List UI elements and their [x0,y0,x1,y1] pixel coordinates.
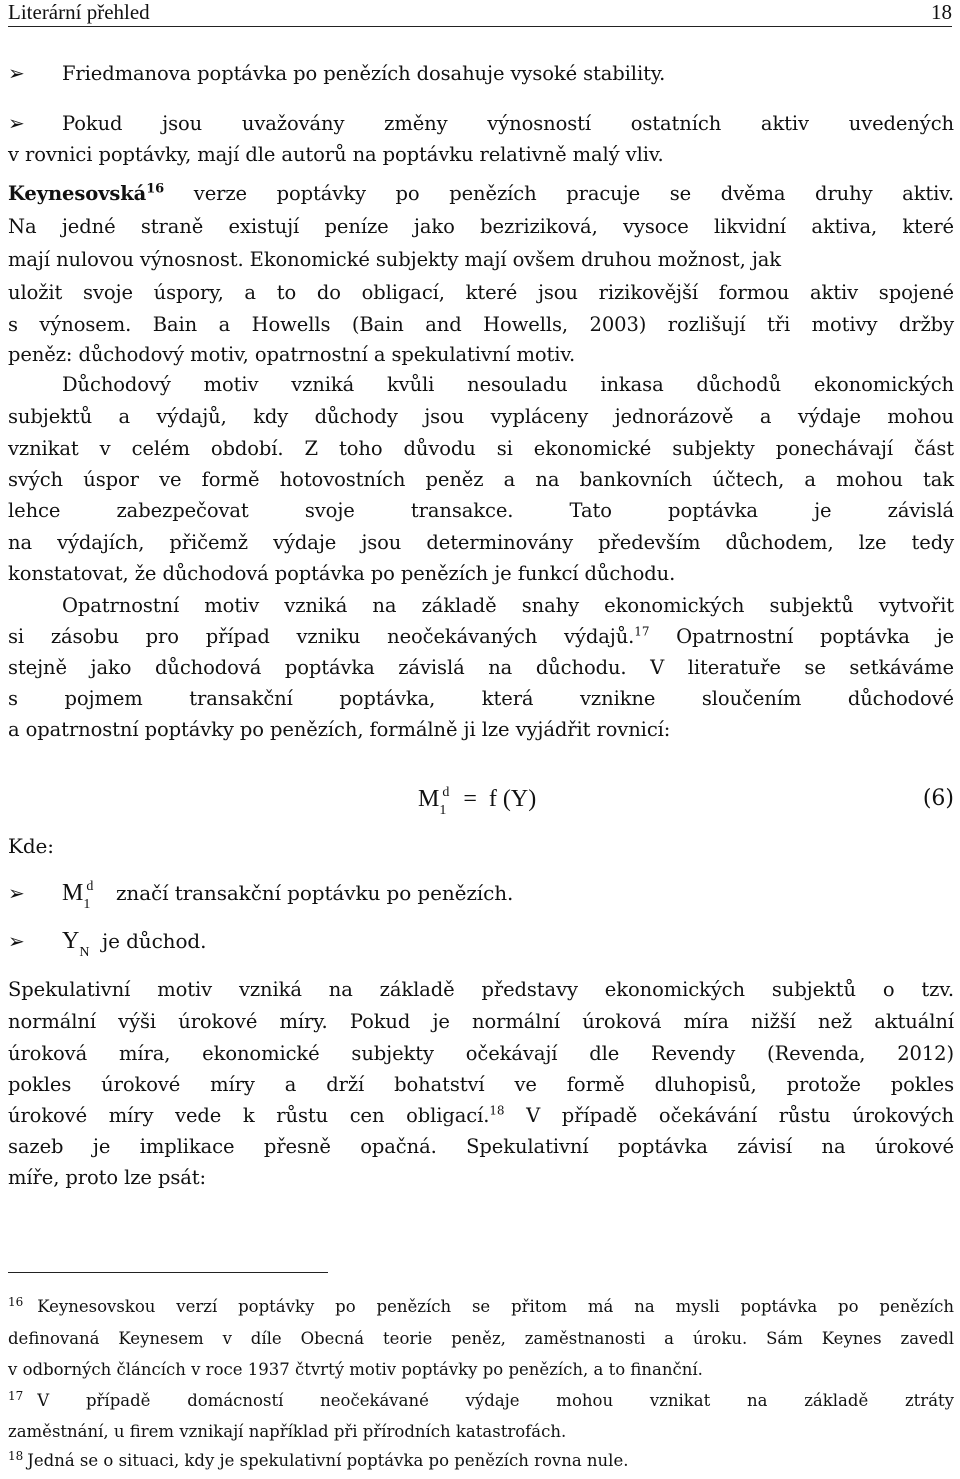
paragraph-line: Spekulativní motiv vzniká na základě představy ekonomických subjektů o tzv. [8,978,954,1001]
paragraph-line: uložit svoje úspory, a to do obligací, které jsou rizikovější formou aktiv spojené [8,281,954,304]
footnote-number: 18 [8,1448,24,1463]
definition-symbol: $M_1^d$ [62,879,94,912]
paragraph-line: konstatovat, že důchodová poptávka po penězích je funkcí důchodu. [8,562,676,585]
footnote-line: v odborných článcích v roce 1937 čtvrtý motiv poptávky po penězích, a to finanční. [8,1360,703,1379]
where-label: Kde: [8,834,54,858]
paragraph-text: V případě očekávání růstu úrokových [504,1104,955,1127]
footnote-number: 16 [8,1294,24,1309]
paragraph-text: si zásobu pro případ vzniku neočekávaných výdajů. [8,625,635,648]
definition-text: značí transakční poptávku po penězích. [116,881,514,905]
equation-equals: = [463,786,477,812]
paragraph-line: a opatrnostní poptávky po penězích, formálně ji lze vyjádřit rovnicí: [8,718,671,741]
footnote-line: zaměstnání, u firem vznikají například při přírodních katastrofách. [8,1422,567,1441]
footnote-ref: 18 [489,1103,505,1118]
paragraph-line: svých úspor ve formě hotovostních peněz a na bankovních účtech, a mohou tak [8,468,954,491]
equation-rhs: f (Y) [488,786,537,812]
footnote-ref: 16 [146,181,165,197]
footnote-line [8,1292,954,1322]
equation-lhs-superscript: d [442,785,450,800]
footnote-ref: 17 [634,624,650,639]
bullet-item: Friedmanova poptávka po penězích dosahuje vysoké stability. [62,62,666,85]
paragraph-line [8,178,954,209]
paragraph-line: subjektů a výdajů, kdy důchody jsou vypláceny jednorázově a výdaje mohou [8,405,954,428]
paragraph-line: míře, proto lze psát: [8,1166,206,1189]
definition-symbol: $Y_N$ [62,928,90,960]
paragraph-text: úrokové míry vede k růstu cen obligací. [8,1104,490,1127]
chapter-title: Literární přehled [8,0,150,24]
footnote-separator [8,1272,328,1273]
footnote-text: Keynesovskou verzí poptávky po penězích se přitom má na mysli poptávka po penězích [37,1297,954,1316]
running-header [8,0,952,27]
paragraph-line: Opatrnostní motiv vzniká na základě snahy ekonomických subjektů vytvořit [62,594,954,617]
paragraph-line: sazeb je implikace přesně opačná. Spekulativní poptávka závisí na úrokové [8,1135,954,1158]
arrow-bullet-icon: ➢ [8,881,25,905]
paragraph-line: Důchodový motiv vzniká kvůli nesouladu inkasa důchodů ekonomických [62,373,954,396]
paragraph-line: pokles úrokové míry a drží bohatství ve formě dluhopisů, protože pokles [8,1073,954,1096]
paragraph-line: mají nulovou výnosnost. Ekonomické subjekty mají ovšem druhou možnost, jak [8,248,782,271]
paragraph-line: s pojmem transakční poptávka, která vznikne sloučením důchodové [8,687,954,710]
paragraph-line: s výnosem. Bain a Howells (Bain and Howells, 2003) rozlišují tři motivy držby [8,313,954,336]
paragraph-text: verze poptávky po penězích pracuje se dvěma druhy aktiv. [164,182,954,205]
paragraph-line: normální výši úrokové míry. Pokud je normální úroková míra nižší než aktuální [8,1010,954,1033]
paragraph-line: na výdajích, přičemž výdaje jsou determinovány především důchodem, lze tedy [8,531,954,554]
paragraph-line: stejně jako důchodová poptávka závislá na důchodu. V literatuře se setkáváme [8,656,954,679]
footnote-number: 17 [8,1388,24,1403]
equation-lhs-symbol: M [418,786,440,812]
bold-term: Keynesovská [8,182,147,205]
paragraph-line [8,621,954,652]
bullet-item-continuation: v rovnici poptávky, mají dle autorů na poptávku relativně malý vliv. [8,143,664,166]
equation-number: (6) [922,786,954,811]
paragraph-line: vznikat v celém období. Z toho důvodu si ekonomické subjekty ponechávají část [8,437,954,460]
footnote-text: V případě domácností neočekávané výdaje mohou vznikat na základě ztráty [37,1391,954,1410]
paragraph-line: lehce zabezpečovat svoje transakce. Tato poptávka je závislá [8,499,954,522]
footnote-line: definovaná Keynesem v díle Obecná teorie peněz, zaměstnanosti a úroku. Sám Keynes zavedl [8,1329,954,1348]
footnote-text: Jedná se o situaci, kdy je spekulativní poptávka po penězích rovna nule. [27,1451,629,1470]
paragraph-line: úroková míra, ekonomické subjekty očekávají dle Revendy (Revenda, 2012) [8,1042,954,1065]
footnote-line [8,1446,954,1476]
paragraph-line: Na jedné straně existují peníze jako bezriziková, vysoce likvidní aktiva, které [8,215,954,238]
bullet-item: Pokud jsou uvažovány změny výnosností ostatních aktiv uvedených [62,112,954,135]
arrow-bullet-icon: ➢ [8,929,25,953]
equation-lhs-subscript: 1 [439,803,447,818]
paragraph-text: Opatrnostní poptávka je [649,625,954,648]
definition-text: je důchod. [102,929,207,953]
page-number: 18 [931,0,952,24]
paragraph-line: peněz: důchodový motiv, opatrnostní a spekulativní motiv. [8,343,576,366]
arrow-bullet-icon: ➢ [8,61,25,85]
arrow-bullet-icon: ➢ [8,111,25,135]
equation-body [418,784,536,818]
paragraph-line [8,1100,954,1131]
footnote-line [8,1386,954,1416]
